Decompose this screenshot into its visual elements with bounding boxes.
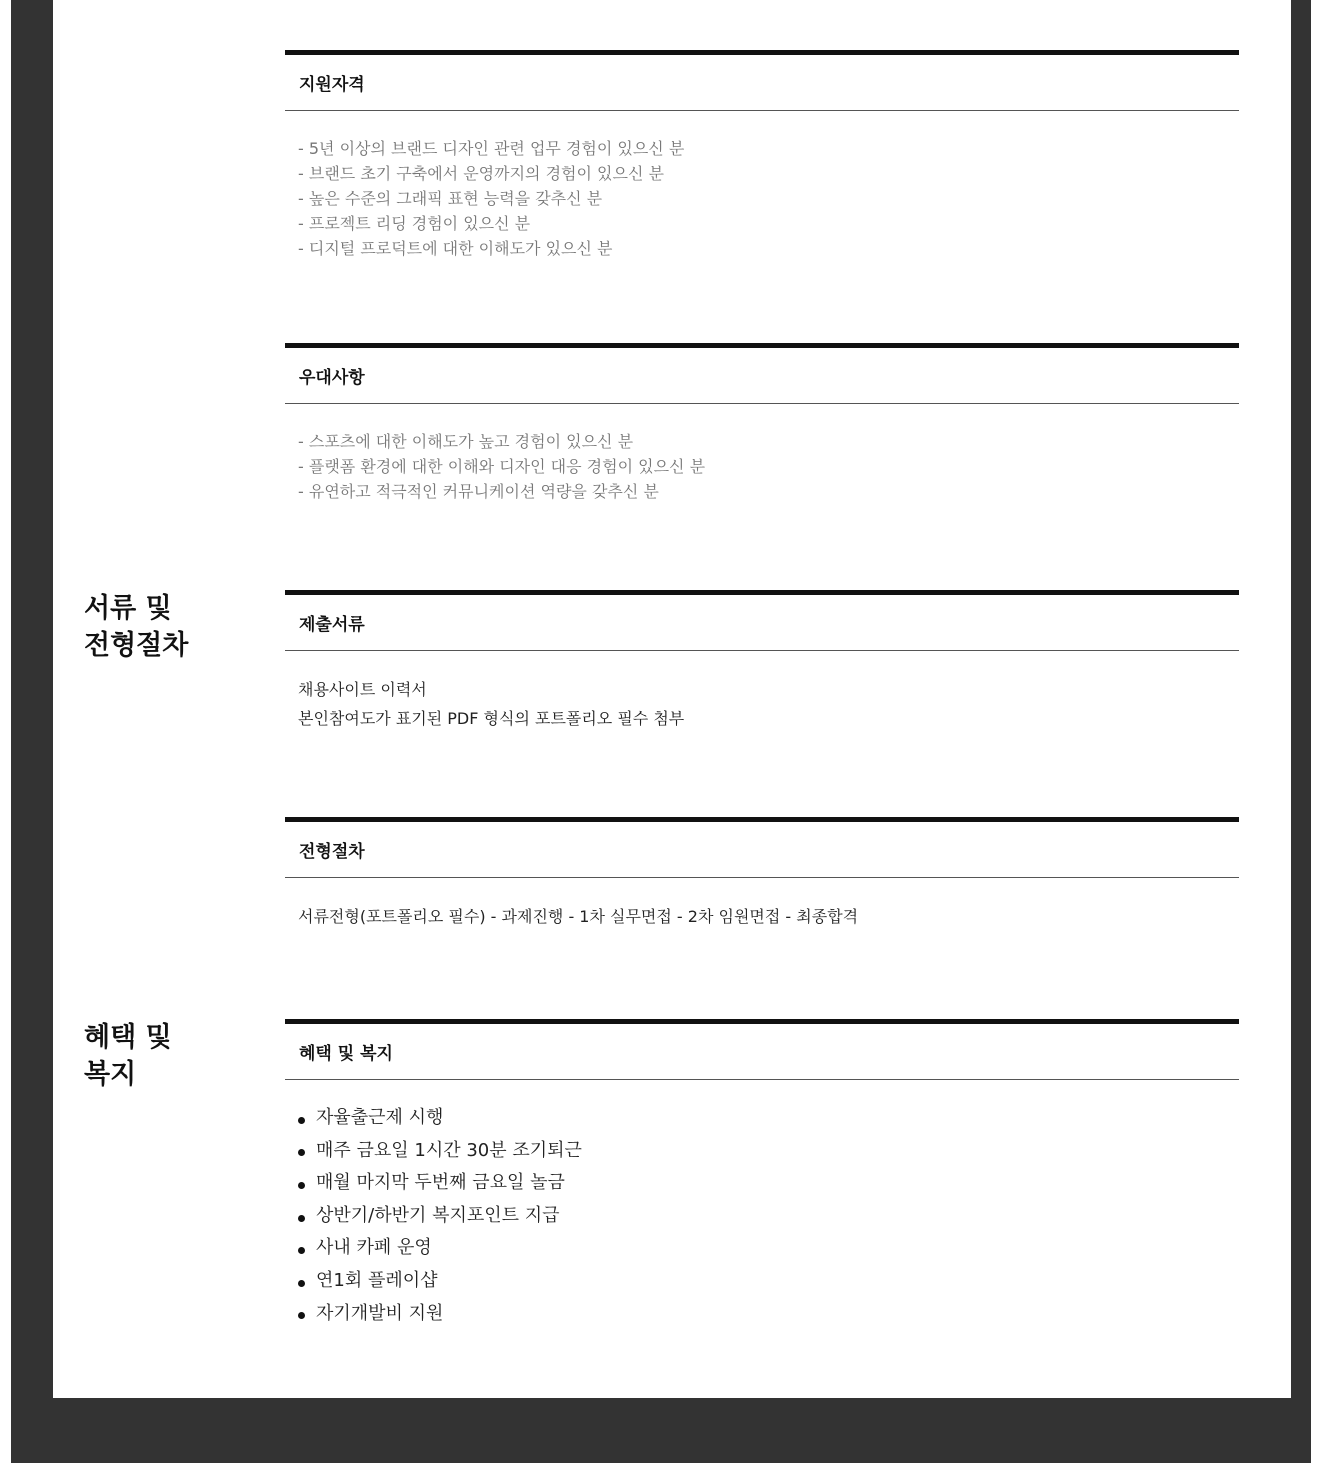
list-item: 사내 카페 운영 (298, 1232, 1239, 1265)
preferences-section (285, 343, 1239, 504)
bullet-icon (298, 1215, 305, 1222)
process-section (285, 817, 1239, 931)
list-item: 상반기/하반기 복지포인트 지급 (298, 1200, 1239, 1233)
list-item: - 프로젝트 리딩 경험이 있으신 분 (298, 214, 531, 233)
bullet-icon (298, 1280, 305, 1287)
list-item: 매월 마지막 두번째 금요일 놀금 (298, 1167, 1239, 1200)
qualifications-section (285, 50, 1239, 261)
bullet-icon (298, 1182, 305, 1189)
documents-process-heading: 서류 및 전형절차 (84, 593, 189, 661)
process-title: 전형절차 (285, 817, 1239, 878)
list-item: 채용사이트 이력서 (298, 680, 427, 699)
documents-section (285, 590, 1239, 733)
list-item: - 브랜드 초기 구축에서 운영까지의 경험이 있으신 분 (298, 164, 664, 183)
bullet-icon (298, 1117, 305, 1124)
qualifications-title: 지원자격 (285, 50, 1239, 111)
benefits-title: 혜택 및 복지 (285, 1019, 1239, 1080)
process-steps: 서류전형(포트폴리오 필수) - 과제진행 - 1차 실무면접 - 2차 임원면접 - 최종합격 (298, 907, 859, 926)
list-item: - 플랫폼 환경에 대한 이해와 디자인 대응 경험이 있으신 분 (298, 457, 706, 476)
benefits-heading: 혜택 및 복지 (84, 1022, 172, 1090)
list-item: - 스포츠에 대한 이해도가 높고 경험이 있으신 분 (298, 432, 634, 451)
benefits-list (298, 1102, 1239, 1330)
bullet-icon (298, 1312, 305, 1319)
benefits-section (285, 1019, 1239, 1330)
list-item: - 유연하고 적극적인 커뮤니케이션 역량을 갖추신 분 (298, 482, 659, 501)
list-item: - 디지털 프로덕트에 대한 이해도가 있으신 분 (298, 239, 613, 258)
list-item: 자기개발비 지원 (298, 1298, 1239, 1331)
list-item: - 높은 수준의 그래픽 표현 능력을 갖추신 분 (298, 189, 603, 208)
list-item: 본인참여도가 표기된 PDF 형식의 포트폴리오 필수 첨부 (298, 709, 685, 728)
list-item: 연1회 플레이샵 (298, 1265, 1239, 1298)
list-item: 매주 금요일 1시간 30분 조기퇴근 (298, 1135, 1239, 1168)
bullet-icon (298, 1149, 305, 1156)
documents-title: 제출서류 (285, 590, 1239, 651)
bullet-icon (298, 1247, 305, 1254)
list-item: - 5년 이상의 브랜드 디자인 관련 업무 경험이 있으신 분 (298, 139, 685, 158)
preferences-title: 우대사항 (285, 343, 1239, 404)
list-item: 자율출근제 시행 (298, 1102, 1239, 1135)
